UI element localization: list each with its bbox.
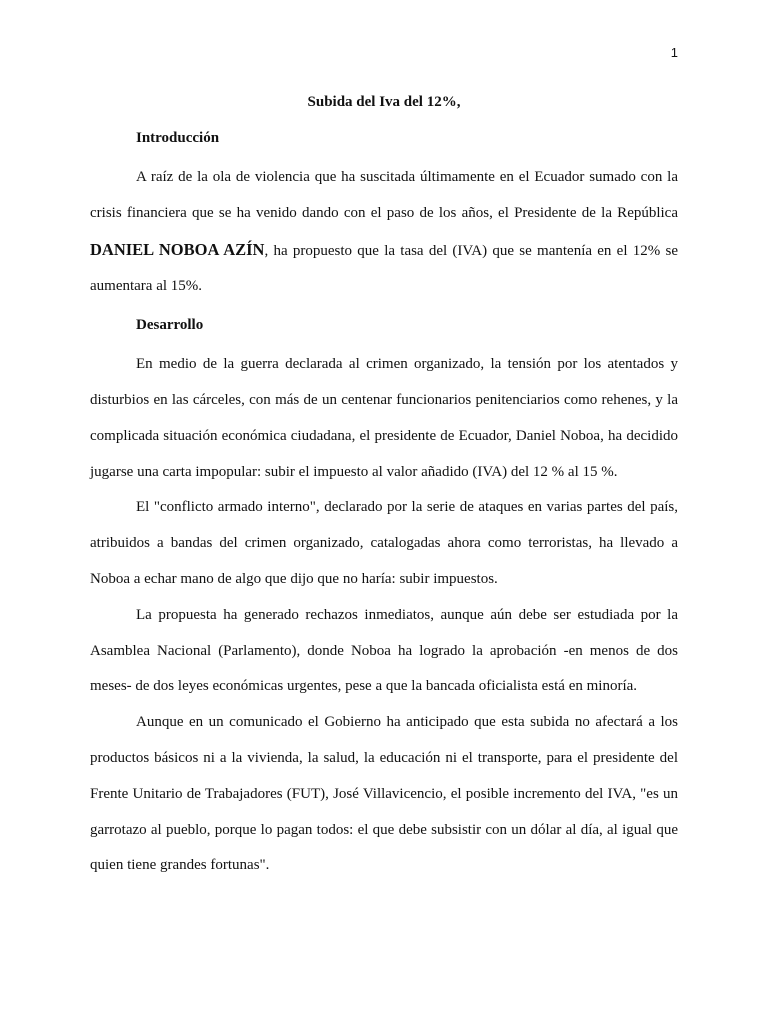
intro-text-start: A raíz de la ola de violencia que ha suscitada últimamente en el Ecuador sumado con la crisis financiera que se ha venido dando con el paso de los años, el Presidente de la República: [90, 169, 678, 221]
page-number: 1: [670, 45, 678, 60]
development-paragraph-3: La propuesta ha generado rechazos inmediatos, aunque aún debe ser estudiada por la Asamblea Nacional (Parlamento), donde Noboa ha logrado la aprobación -en menos de dos meses- de dos leyes económicas urgentes, pese a que la bancada oficialista está en minoría.: [90, 606, 678, 695]
intro-text-end: , ha propuesto que la tasa del (IVA) que se mantenía en el 12% se aumentara al 15%.: [90, 242, 678, 295]
development-paragraph-1: En medio de la guerra declarada al crimen organizado, la tensión por los atentados y disturbios en las cárceles, con más de un centenar funcionarios penitenciarios como rehenes, y la complicada situación económica ciudadana, el presidente de Ecuador, Daniel Noboa, ha decidido jugarse una carta impopular: subir el impuesto al valor añadido (IVA) del 12 % al 15 %.: [90, 356, 678, 480]
document-body: [90, 90, 678, 884]
development-paragraph-2: El "conflicto armado interno", declarado por la serie de ataques en varias partes del país, atribuidos a bandas del crimen organizado, catalogadas ahora como terroristas, ha llevado a Noboa a echar mano de algo que dijo que no haría: subir impuestos.: [90, 499, 678, 587]
document-title: Subida del Iva del 12%,: [307, 94, 461, 110]
president-name: DANIEL NOBOA AZÍN: [90, 239, 265, 259]
section-heading-introduction: Introducción: [136, 130, 220, 146]
development-paragraph-4: Aunque en un comunicado el Gobierno ha anticipado que esta subida no afectará a los productos básicos ni a la vivienda, la salud, la educación ni el transporte, para el presidente del Frente Unitario de Trabajadores (FUT), José Villavicencio, el posible incremento del IVA, "es un garrotazo al pueblo, porque lo pagan todos: el que debe subsistir con un dólar al día, al igual que quien tiene grandes fortunas".: [90, 714, 678, 874]
section-heading-development: Desarrollo: [136, 317, 204, 334]
intro-paragraph: [90, 160, 678, 305]
